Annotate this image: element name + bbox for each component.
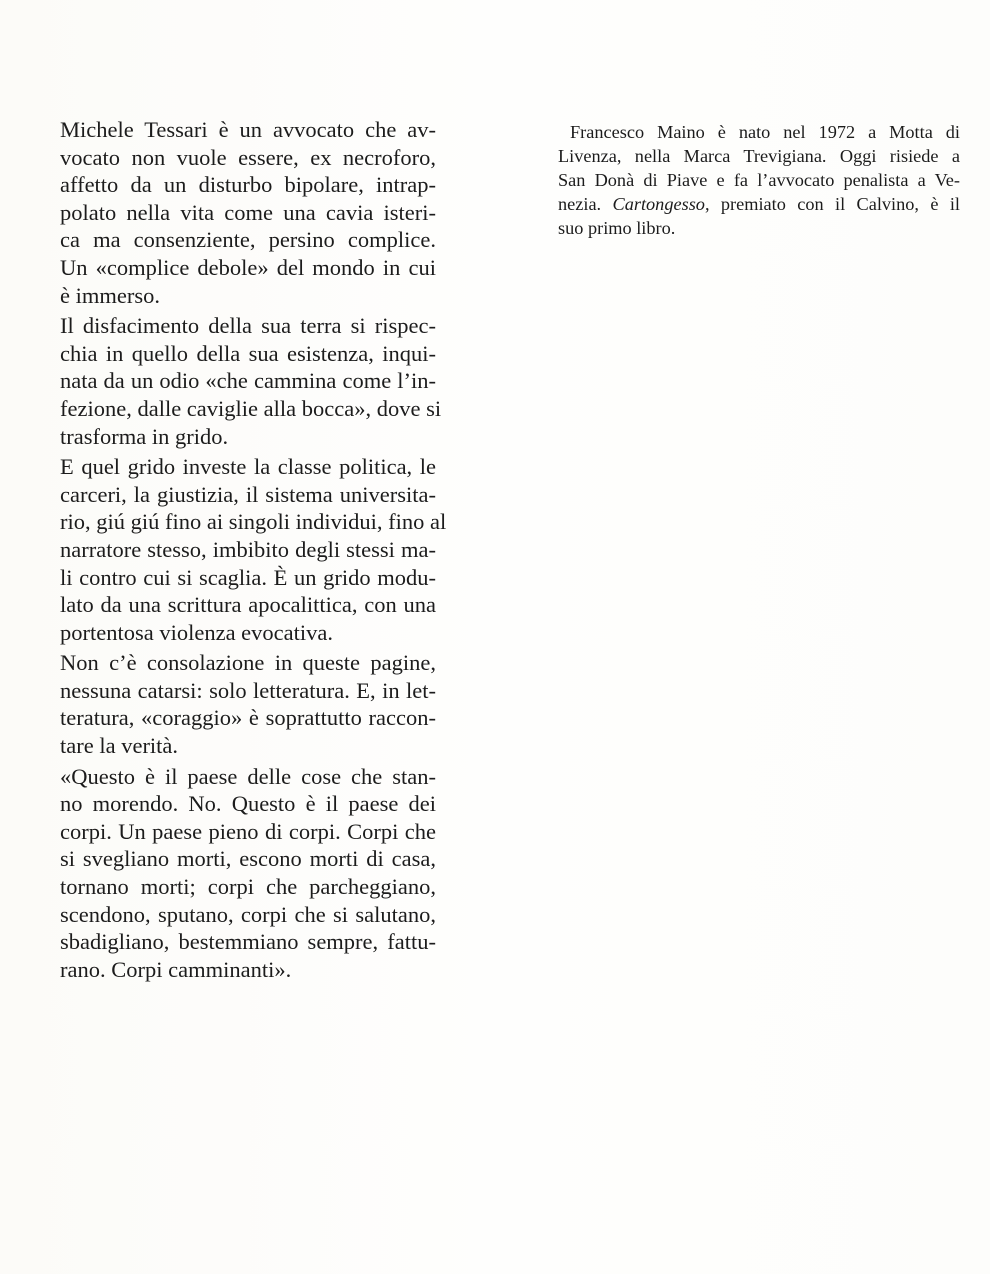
text-line: scendono, sputano, corpi che si salutano,	[60, 901, 436, 927]
text-line: sbadigliano, bestemmiano sempre, fattu-	[60, 929, 436, 955]
bio-line: San Donà di Piave e fa l’avvocato penalista a Ve-	[558, 170, 960, 190]
text-line: Non c’è consolazione in queste pagine,	[60, 650, 436, 676]
text-line: fezione, dalle caviglie alla bocca», dove si	[60, 395, 442, 421]
text-line: nata da un odio «che cammina come l’in-	[60, 368, 436, 394]
text-line: Michele Tessari è un avvocato che av-	[60, 117, 436, 142]
text-line: tare la verità.	[60, 733, 179, 759]
text-line: «Questo è il paese delle cose che stan-	[60, 763, 436, 789]
bio-line	[558, 192, 960, 216]
text-line: si svegliano morti, escono morti di casa,	[60, 846, 436, 872]
text-line: affetto da un disturbo bipolare, intrap-	[60, 172, 436, 198]
text-line: polato nella vita come una cavia isteri-	[60, 199, 436, 225]
bio-text: , premiato con il Calvino, è il	[704, 194, 960, 214]
text-line: Un «complice debole» del mondo in cui	[60, 254, 436, 280]
text-line: vocato non vuole essere, ex necroforo,	[60, 144, 436, 170]
book-title: Cartongesso	[612, 194, 705, 214]
text-line: narratore stesso, imbibito degli stessi ma-	[60, 536, 436, 562]
author-bio	[558, 120, 960, 240]
text-line: portentosa violenza evocativa.	[60, 619, 334, 645]
blurb-quote-paragraph	[50, 763, 436, 984]
text-line: carceri, la giustizia, il sistema universita-	[60, 481, 436, 507]
blurb-paragraph-3	[50, 453, 447, 646]
text-line: lato da una scrittura apocalittica, con una	[60, 592, 436, 618]
text-line: corpi. Un paese pieno di corpi. Corpi che	[60, 818, 436, 844]
text-line: no morendo. No. Questo è il paese dei	[60, 791, 436, 817]
bio-text: nezia.	[558, 194, 613, 214]
text-line: E quel grido investe la classe politica, le	[60, 454, 436, 480]
text-line: trasforma in grido.	[60, 423, 229, 449]
text-line: rio, giú giú fino ai singoli individui, fino al	[60, 509, 447, 535]
text-line: Il disfacimento della sua terra si rispec-	[60, 313, 436, 339]
text-line: ca ma consenziente, persino complice.	[60, 227, 436, 253]
text-line: li contro cui si scaglia. È un grido modu-	[60, 564, 436, 590]
blurb-column	[50, 116, 447, 983]
blurb-paragraph-2	[50, 312, 442, 450]
blurb-paragraph-4	[50, 649, 436, 759]
text-line: tornano morti; corpi che parcheggiano,	[60, 874, 436, 900]
text-line: è immerso.	[60, 282, 160, 308]
bio-line: suo primo libro.	[558, 218, 676, 238]
text-line: nessuna catarsi: solo letteratura. E, in let-	[60, 677, 436, 703]
text-line: teratura, «coraggio» è soprattutto raccon-	[60, 705, 436, 731]
bio-line: Livenza, nella Marca Trevigiana. Oggi risiede a	[558, 146, 960, 166]
blurb-paragraph-1	[50, 116, 436, 309]
text-line: rano. Corpi camminanti».	[60, 956, 292, 982]
bio-line: Francesco Maino è nato nel 1972 a Motta di	[570, 122, 960, 142]
text-line: chia in quello della sua esistenza, inqui-	[60, 340, 436, 366]
